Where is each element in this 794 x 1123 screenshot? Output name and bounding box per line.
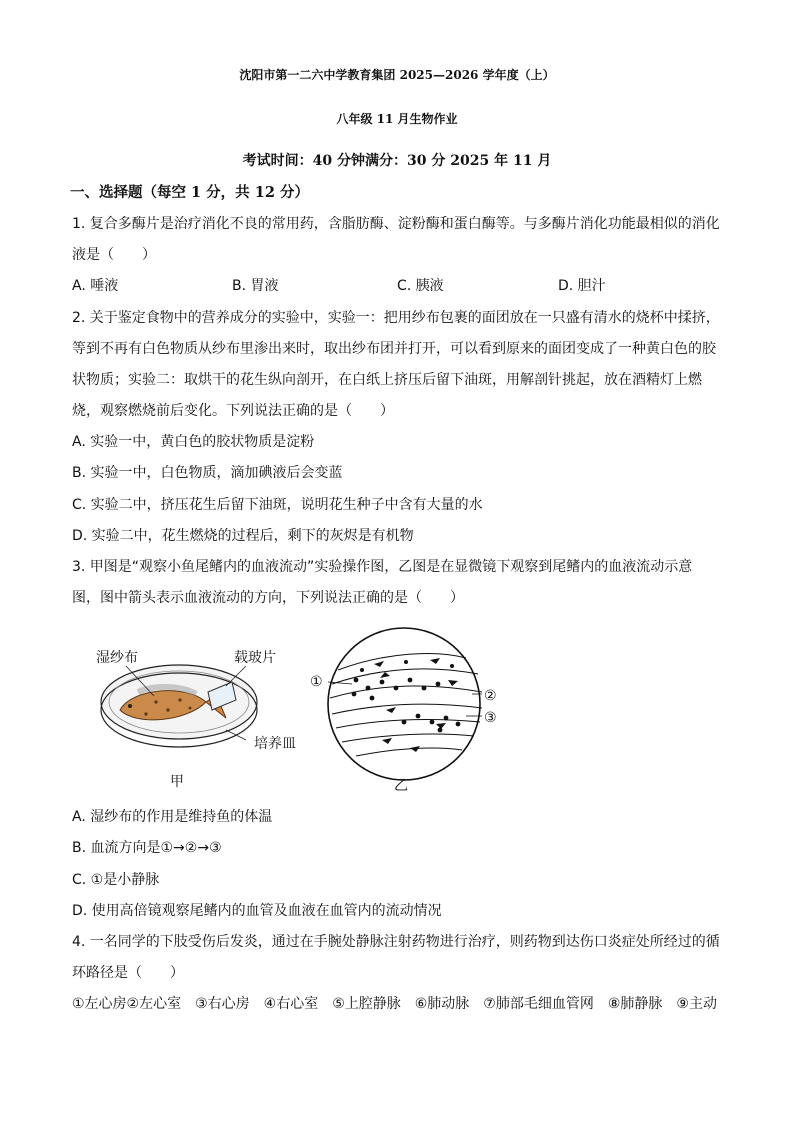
q2-stem-line2: 等到不再有白色物质从纱布里渗出来时，取出纱布团并打开，可以看到原来的面团变成了一种黄白色的胶: [72, 341, 716, 357]
q3-option-d: D. 使用高倍镜观察尾鳍内的血管及血液在血管内的流动情况: [72, 903, 442, 919]
marker-1: ①: [310, 674, 323, 690]
q1-option-c: C. 胰液: [397, 278, 444, 294]
q3-stem-line1: 3. 甲图是“观察小鱼尾鳍内的血液流动”实验操作图，乙图是在显微镜下观察到尾鳍内的血液流动示意: [72, 559, 693, 575]
q2-stem-line4: 烧，观察燃烧前后变化。下列说法正确的是（ ）: [72, 403, 394, 419]
q2-option-d: D. 实验二中，花生燃烧的过程后，剩下的灰烬是有机物: [72, 528, 414, 544]
q1-option-a: A. 唾液: [72, 278, 119, 294]
q2-stem-line1: 2. 关于鉴定食物中的营养成分的实验中，实验一：把用纱布包裹的面团放在一只盛有清水的烧杯中揉挤，: [72, 310, 720, 326]
q1-option-b: B. 胃液: [232, 278, 279, 294]
q4-stem-line1: 4. 一名同学的下肢受伤后发炎，通过在手腕处静脉注射药物进行治疗，则药物到达伤口炎症处所经过的循: [72, 934, 720, 950]
q1-stem-line2: 液是（ ）: [72, 247, 156, 263]
q3-figure: [86, 622, 506, 797]
exam-info: 考试时间：40 分钟满分：30 分 2025 年 11 月: [242, 153, 552, 169]
page-subtitle: 八年级 11 月生物作业: [336, 112, 458, 126]
label-slide: 载玻片: [234, 650, 276, 666]
q1-option-d: D. 胆汁: [558, 278, 606, 294]
marker-2: ②: [484, 688, 497, 704]
marker-3: ③: [484, 710, 497, 726]
caption-jia: 甲: [170, 774, 184, 790]
q3-option-b: B. 血流方向是①→②→③: [72, 840, 222, 856]
q2-option-a: A. 实验一中，黄白色的胶状物质是淀粉: [72, 434, 315, 450]
q2-stem-line3: 状物质；实验二：取烘干的花生纵向剖开，在白纸上挤压后留下油斑，用解剖针挑起，放在酒精灯上燃: [72, 372, 702, 388]
q3-stem-line2: 图，图中箭头表示血液流动的方向，下列说法正确的是（ ）: [72, 590, 464, 606]
q2-option-c: C. 实验二中，挤压花生后留下油斑，说明花生种子中含有大量的水: [72, 497, 483, 513]
q1-stem-line1: 1. 复合多酶片是治疗消化不良的常用药，含脂肪酶、淀粉酶和蛋白酶等。与多酶片消化功能最相似的消化: [72, 216, 720, 232]
label-dish: 培养皿: [254, 736, 296, 752]
petri-dish-illustration: [101, 665, 257, 747]
q2-option-b: B. 实验一中，白色物质，滴加碘液后会变蓝: [72, 465, 343, 481]
q4-stem-line2: 环路径是（ ）: [72, 965, 184, 981]
label-wet-gauze: 湿纱布: [96, 650, 138, 666]
page-title: 沈阳市第一二六中学教育集团 2025—2026 学年度（上）: [239, 68, 555, 82]
q4-stem-line3: ①左心房②左心室 ③右心房 ④右心室 ⑤上腔静脉 ⑥肺动脉 ⑦肺部毛细血管网 ⑧肺静脉 ⑨主动: [72, 996, 717, 1012]
microscope-view-illustration: [328, 628, 482, 780]
caption-yi: 乙: [394, 778, 408, 794]
q3-option-c: C. ①是小静脉: [72, 872, 160, 888]
q3-option-a: A. 湿纱布的作用是维持鱼的体温: [72, 809, 273, 825]
section-heading: 一、选择题（每空 1 分，共 12 分）: [70, 184, 309, 201]
